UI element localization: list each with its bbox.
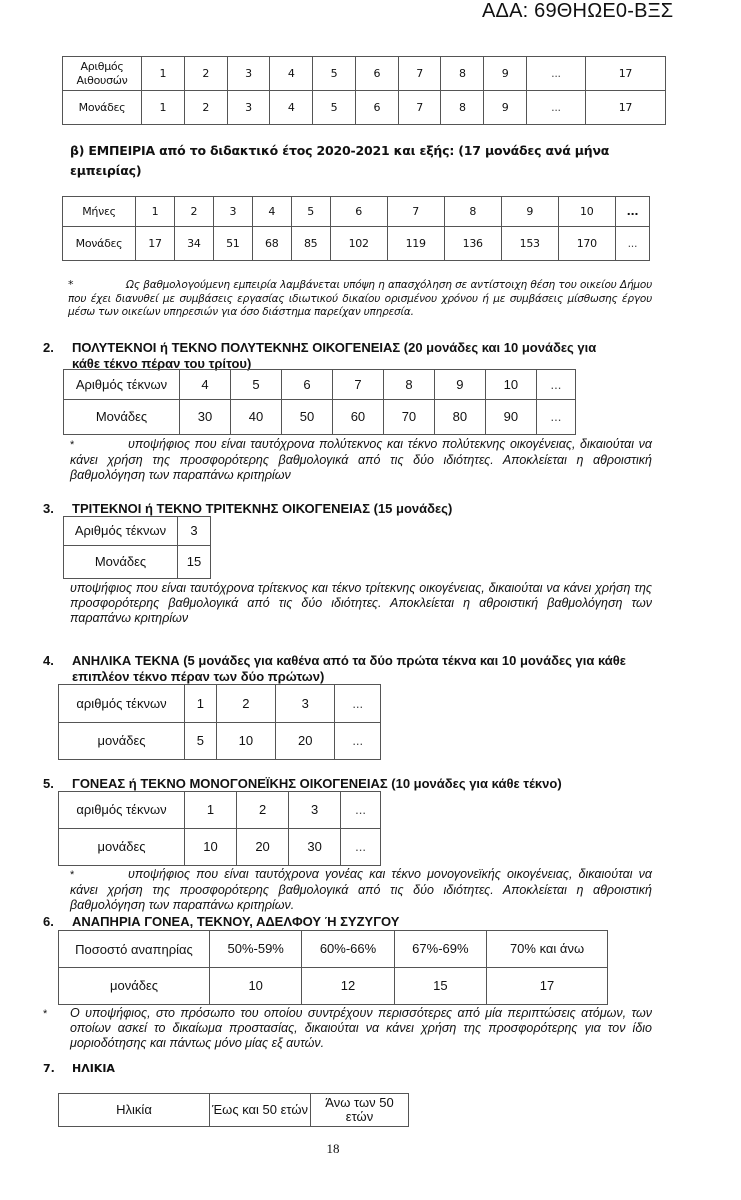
table-cell: 4 bbox=[180, 370, 231, 400]
table-cell: 20 bbox=[237, 829, 289, 866]
table-cell: 85 bbox=[291, 227, 330, 261]
table-row bbox=[64, 400, 576, 435]
table-cell: 119 bbox=[387, 227, 444, 261]
table-cell: 15 bbox=[394, 968, 486, 1005]
table-row bbox=[63, 227, 650, 261]
heading-line: ΑΝΗΛΙΚΑ ΤΕΚΝΑ (5 μονάδες για καθένα από τα δύο πρώτα τέκνα και 10 μονάδες για κάθε bbox=[72, 653, 626, 668]
table-cell: 3 bbox=[178, 517, 211, 546]
row-label: Αριθμός Αιθουσών bbox=[63, 57, 142, 91]
table-row bbox=[63, 197, 650, 227]
table-row bbox=[63, 91, 666, 125]
section6-heading: ΑΝΑΠΗΡΙΑ ΓΟΝΕΑ, ΤΕΚΝΟΥ, ΑΔΕΛΦΟΥ Ή ΣΥΖΥΓΟΥ bbox=[72, 914, 400, 929]
table-cell: 30 bbox=[180, 400, 231, 435]
table-cell: 34 bbox=[174, 227, 213, 261]
table-cell: 17 bbox=[585, 57, 665, 91]
table-cell: 5 bbox=[230, 370, 281, 400]
table-cell: 2 bbox=[184, 91, 227, 125]
table-cell: 1 bbox=[142, 91, 185, 125]
section3-note: υποψήφιος που είναι ταυτόχρονα τρίτεκνος και τέκνο τρίτεκνης οικογένειας, δικαιούται να κάνει χρήση της προσφορότερης βαθμολογικά από τις δύο ιδιότητες. Αποκλείεται η αθροιστική βαθμολόγηση των παραπάνω κριτηρίων bbox=[70, 581, 652, 625]
row-label: μονάδες bbox=[59, 723, 185, 760]
table-cell: 10 bbox=[185, 829, 237, 866]
table-cell: 153 bbox=[501, 227, 558, 261]
section6-note: Ο υποψήφιος, στο πρόσωπο του οποίου συντρέχουν περισσότερες από μία περιπτώσεις ατόμων, των οποίων ασκεί το δικαίωμα προστασίας, δικαιούται να κάνει χρήση της προσφορότερης για τον ίδιο μοριοδότησης και πάντως μόνο μίας εξ αυτών. bbox=[70, 1006, 652, 1050]
table-cell: 5 bbox=[313, 57, 356, 91]
heading-line: κάθε τέκνο πέραν του τρίτου) bbox=[72, 356, 252, 371]
table-cell: 40 bbox=[230, 400, 281, 435]
page-number: 18 bbox=[326, 1141, 340, 1156]
table-cell: 30 bbox=[289, 829, 341, 866]
table-cell: Άνω των 50 ετών bbox=[311, 1094, 409, 1127]
table-cell: ... bbox=[335, 685, 381, 723]
table-cell: 3 bbox=[213, 197, 252, 227]
experience-heading bbox=[70, 141, 670, 181]
row-label: Μήνες bbox=[63, 197, 136, 227]
table-cell: 8 bbox=[441, 91, 484, 125]
table-cell: 9 bbox=[434, 370, 485, 400]
table-row bbox=[64, 517, 211, 546]
ada-code: ΑΔΑ: 69ΘΗΩΕ0-ΒΞΣ bbox=[482, 0, 674, 22]
table-cell: 50 bbox=[281, 400, 332, 435]
experience-note bbox=[68, 278, 652, 320]
table-row bbox=[59, 829, 381, 866]
single-parent-points-table bbox=[58, 791, 381, 866]
table-row bbox=[59, 792, 381, 829]
table-row bbox=[64, 370, 576, 400]
table-cell: 9 bbox=[484, 91, 527, 125]
table-cell: 3 bbox=[276, 685, 335, 723]
heading-line: ΠΟΛΥΤΕΚΝΟΙ ή ΤΕΚΝΟ ΠΟΛΥΤΕΚΝΗΣ ΟΙΚΟΓΕΝΕΙΑΣ (20 μονάδες και 10 μονάδες για bbox=[72, 340, 597, 355]
table-cell: 4 bbox=[270, 91, 313, 125]
table-cell: Έως και 50 ετών bbox=[210, 1094, 311, 1127]
row-label: Μονάδες bbox=[64, 400, 180, 435]
table-cell: 8 bbox=[444, 197, 501, 227]
table-cell: ... bbox=[527, 91, 586, 125]
table-cell: 4 bbox=[270, 57, 313, 91]
table-row bbox=[59, 723, 381, 760]
table-cell: 170 bbox=[558, 227, 615, 261]
table-cell: 70% και άνω bbox=[487, 931, 608, 968]
table-cell: 3 bbox=[227, 91, 270, 125]
table-cell: 6 bbox=[355, 57, 398, 91]
table-row bbox=[64, 546, 211, 579]
row-label: Ποσοστό αναπηρίας bbox=[59, 931, 210, 968]
table-cell: 5 bbox=[291, 197, 330, 227]
table-cell: ... bbox=[341, 792, 381, 829]
table-cell: 7 bbox=[398, 57, 441, 91]
table-cell: ... bbox=[335, 723, 381, 760]
table-cell: 17 bbox=[585, 91, 665, 125]
row-label: Μονάδες bbox=[63, 91, 142, 125]
table-cell: 67%-69% bbox=[394, 931, 486, 968]
row-label: Ηλικία bbox=[59, 1094, 210, 1127]
table-cell: 7 bbox=[398, 91, 441, 125]
table-cell: 50%-59% bbox=[210, 931, 302, 968]
table-cell: 10 bbox=[216, 723, 275, 760]
table-cell: 90 bbox=[485, 400, 536, 435]
table-cell: 6 bbox=[330, 197, 387, 227]
table-cell: 10 bbox=[210, 968, 302, 1005]
row-label: Αριθμός τέκνων bbox=[64, 370, 180, 400]
table-cell: ... bbox=[615, 197, 649, 227]
row-label: Αριθμός τέκνων bbox=[64, 517, 178, 546]
table-cell: 10 bbox=[485, 370, 536, 400]
note-text: υποψήφιος που είναι ταυτόχρονα γονέας και τέκνο μονογονεϊκής οικογένειας, δικαιούται να κάνει χρήση της προσφορότερης βαθμολογικά από τις δύο ιδιότητες. Αποκλείεται η αθροιστική βαθμολόγηση των παραπάνω κριτηρίων. bbox=[70, 867, 652, 912]
section3-heading: ΤΡΙΤΕΚΝΟΙ ή ΤΕΚΝΟ ΤΡΙΤΕΚΝΗΣ ΟΙΚΟΓΕΝΕΙΑΣ (15 μονάδες) bbox=[72, 501, 453, 516]
disability-points-table bbox=[58, 930, 608, 1005]
table-row bbox=[59, 968, 608, 1005]
table-cell: 70 bbox=[383, 400, 434, 435]
table-cell: 6 bbox=[355, 91, 398, 125]
section2-note bbox=[70, 437, 652, 483]
table-cell: 9 bbox=[484, 57, 527, 91]
table-cell: ... bbox=[527, 57, 586, 91]
row-label: Μονάδες bbox=[63, 227, 136, 261]
section4-heading bbox=[72, 653, 682, 685]
rooms-points-table bbox=[62, 56, 666, 125]
table-cell: 10 bbox=[558, 197, 615, 227]
table-cell: 102 bbox=[330, 227, 387, 261]
table-cell: 9 bbox=[501, 197, 558, 227]
section5-heading: ΓΟΝΕΑΣ ή ΤΕΚΝΟ ΜΟΝΟΓΟΝΕΪΚΗΣ ΟΙΚΟΓΕΝΕΙΑΣ (10 μονάδες για κάθε τέκνο) bbox=[72, 776, 562, 791]
section-number: 6. bbox=[43, 914, 54, 929]
heading-line: επιπλέον τέκνο πέραν των δύο πρώτων) bbox=[72, 669, 325, 684]
table-cell: ... bbox=[536, 370, 575, 400]
asterisk: * bbox=[68, 278, 74, 291]
table-cell: 60 bbox=[332, 400, 383, 435]
table-cell: 2 bbox=[184, 57, 227, 91]
section-number: 4. bbox=[43, 653, 54, 668]
section2-heading bbox=[72, 340, 672, 372]
heading-line: εμπειρίας) bbox=[70, 163, 142, 178]
age-table bbox=[58, 1093, 409, 1127]
row-label: μονάδες bbox=[59, 968, 210, 1005]
section7-heading: ΗΛΙΚΙΑ bbox=[72, 1062, 115, 1075]
section-number: 3. bbox=[43, 501, 54, 516]
table-row bbox=[59, 1094, 409, 1127]
table-cell: 15 bbox=[178, 546, 211, 579]
experience-points-table bbox=[62, 196, 650, 261]
table-cell: 8 bbox=[441, 57, 484, 91]
table-cell: 6 bbox=[281, 370, 332, 400]
table-cell: 60%-66% bbox=[302, 931, 394, 968]
table-cell: 20 bbox=[276, 723, 335, 760]
table-cell: 17 bbox=[487, 968, 608, 1005]
table-cell: 7 bbox=[332, 370, 383, 400]
three-child-family-points-table bbox=[63, 516, 211, 579]
table-cell: 80 bbox=[434, 400, 485, 435]
table-row bbox=[59, 931, 608, 968]
asterisk: * bbox=[70, 869, 75, 881]
table-cell: 4 bbox=[252, 197, 291, 227]
table-cell: 17 bbox=[136, 227, 175, 261]
table-cell: 136 bbox=[444, 227, 501, 261]
table-cell: 2 bbox=[237, 792, 289, 829]
minor-children-points-table bbox=[58, 684, 381, 760]
large-family-points-table bbox=[63, 369, 576, 435]
row-label: αριθμός τέκνων bbox=[59, 792, 185, 829]
table-cell: 7 bbox=[387, 197, 444, 227]
table-cell: 1 bbox=[142, 57, 185, 91]
table-cell: 3 bbox=[227, 57, 270, 91]
row-label: μονάδες bbox=[59, 829, 185, 866]
table-cell: 3 bbox=[289, 792, 341, 829]
table-cell: 1 bbox=[185, 792, 237, 829]
table-cell: 2 bbox=[216, 685, 275, 723]
section-number: 7. bbox=[43, 1062, 55, 1075]
row-label: Μονάδες bbox=[64, 546, 178, 579]
asterisk: * bbox=[70, 439, 75, 451]
table-row bbox=[63, 57, 666, 91]
table-cell: 2 bbox=[174, 197, 213, 227]
table-row bbox=[59, 685, 381, 723]
table-cell: 12 bbox=[302, 968, 394, 1005]
section-number: 5. bbox=[43, 776, 54, 791]
table-cell: 68 bbox=[252, 227, 291, 261]
table-cell: 51 bbox=[213, 227, 252, 261]
table-cell: 1 bbox=[136, 197, 175, 227]
table-cell: 5 bbox=[313, 91, 356, 125]
table-cell: ... bbox=[536, 400, 575, 435]
table-cell: ... bbox=[341, 829, 381, 866]
row-label: αριθμός τέκνων bbox=[59, 685, 185, 723]
table-cell: ... bbox=[615, 227, 649, 261]
section5-note bbox=[70, 867, 652, 913]
note-text: Ως βαθμολογούμενη εμπειρία λαμβάνεται υπόψη η απασχόληση σε αντίστοιχη θέση του οικείου Δήμου που έχει διανυθεί με συμβάσεις εργασίας ιδιωτικού δικαίου ορισμένου χρόνου ή με συμβάσεις μίσθωσης έργου μέσω των οικείων υπηρεσιών για όσο διάστημα παρείχαν υπηρεσία. bbox=[68, 279, 652, 318]
asterisk: * bbox=[43, 1008, 48, 1020]
table-cell: 5 bbox=[185, 723, 217, 760]
section-number: 2. bbox=[43, 340, 54, 355]
heading-line: β) ΕΜΠΕΙΡΙΑ από το διδακτικό έτος 2020-2021 και εξής: (17 μονάδες ανά μήνα bbox=[70, 143, 610, 158]
table-cell: 8 bbox=[383, 370, 434, 400]
note-text: υποψήφιος που είναι ταυτόχρονα πολύτεκνος και τέκνο πολύτεκνης οικογένειας, δικαιούται να κάνει χρήση της προσφορότερης βαθμολογικά από τις δύο ιδιότητες. Αποκλείεται η αθροιστική βαθμολόγηση των παραπάνω κριτηρίων bbox=[70, 437, 652, 482]
table-cell: 1 bbox=[185, 685, 217, 723]
